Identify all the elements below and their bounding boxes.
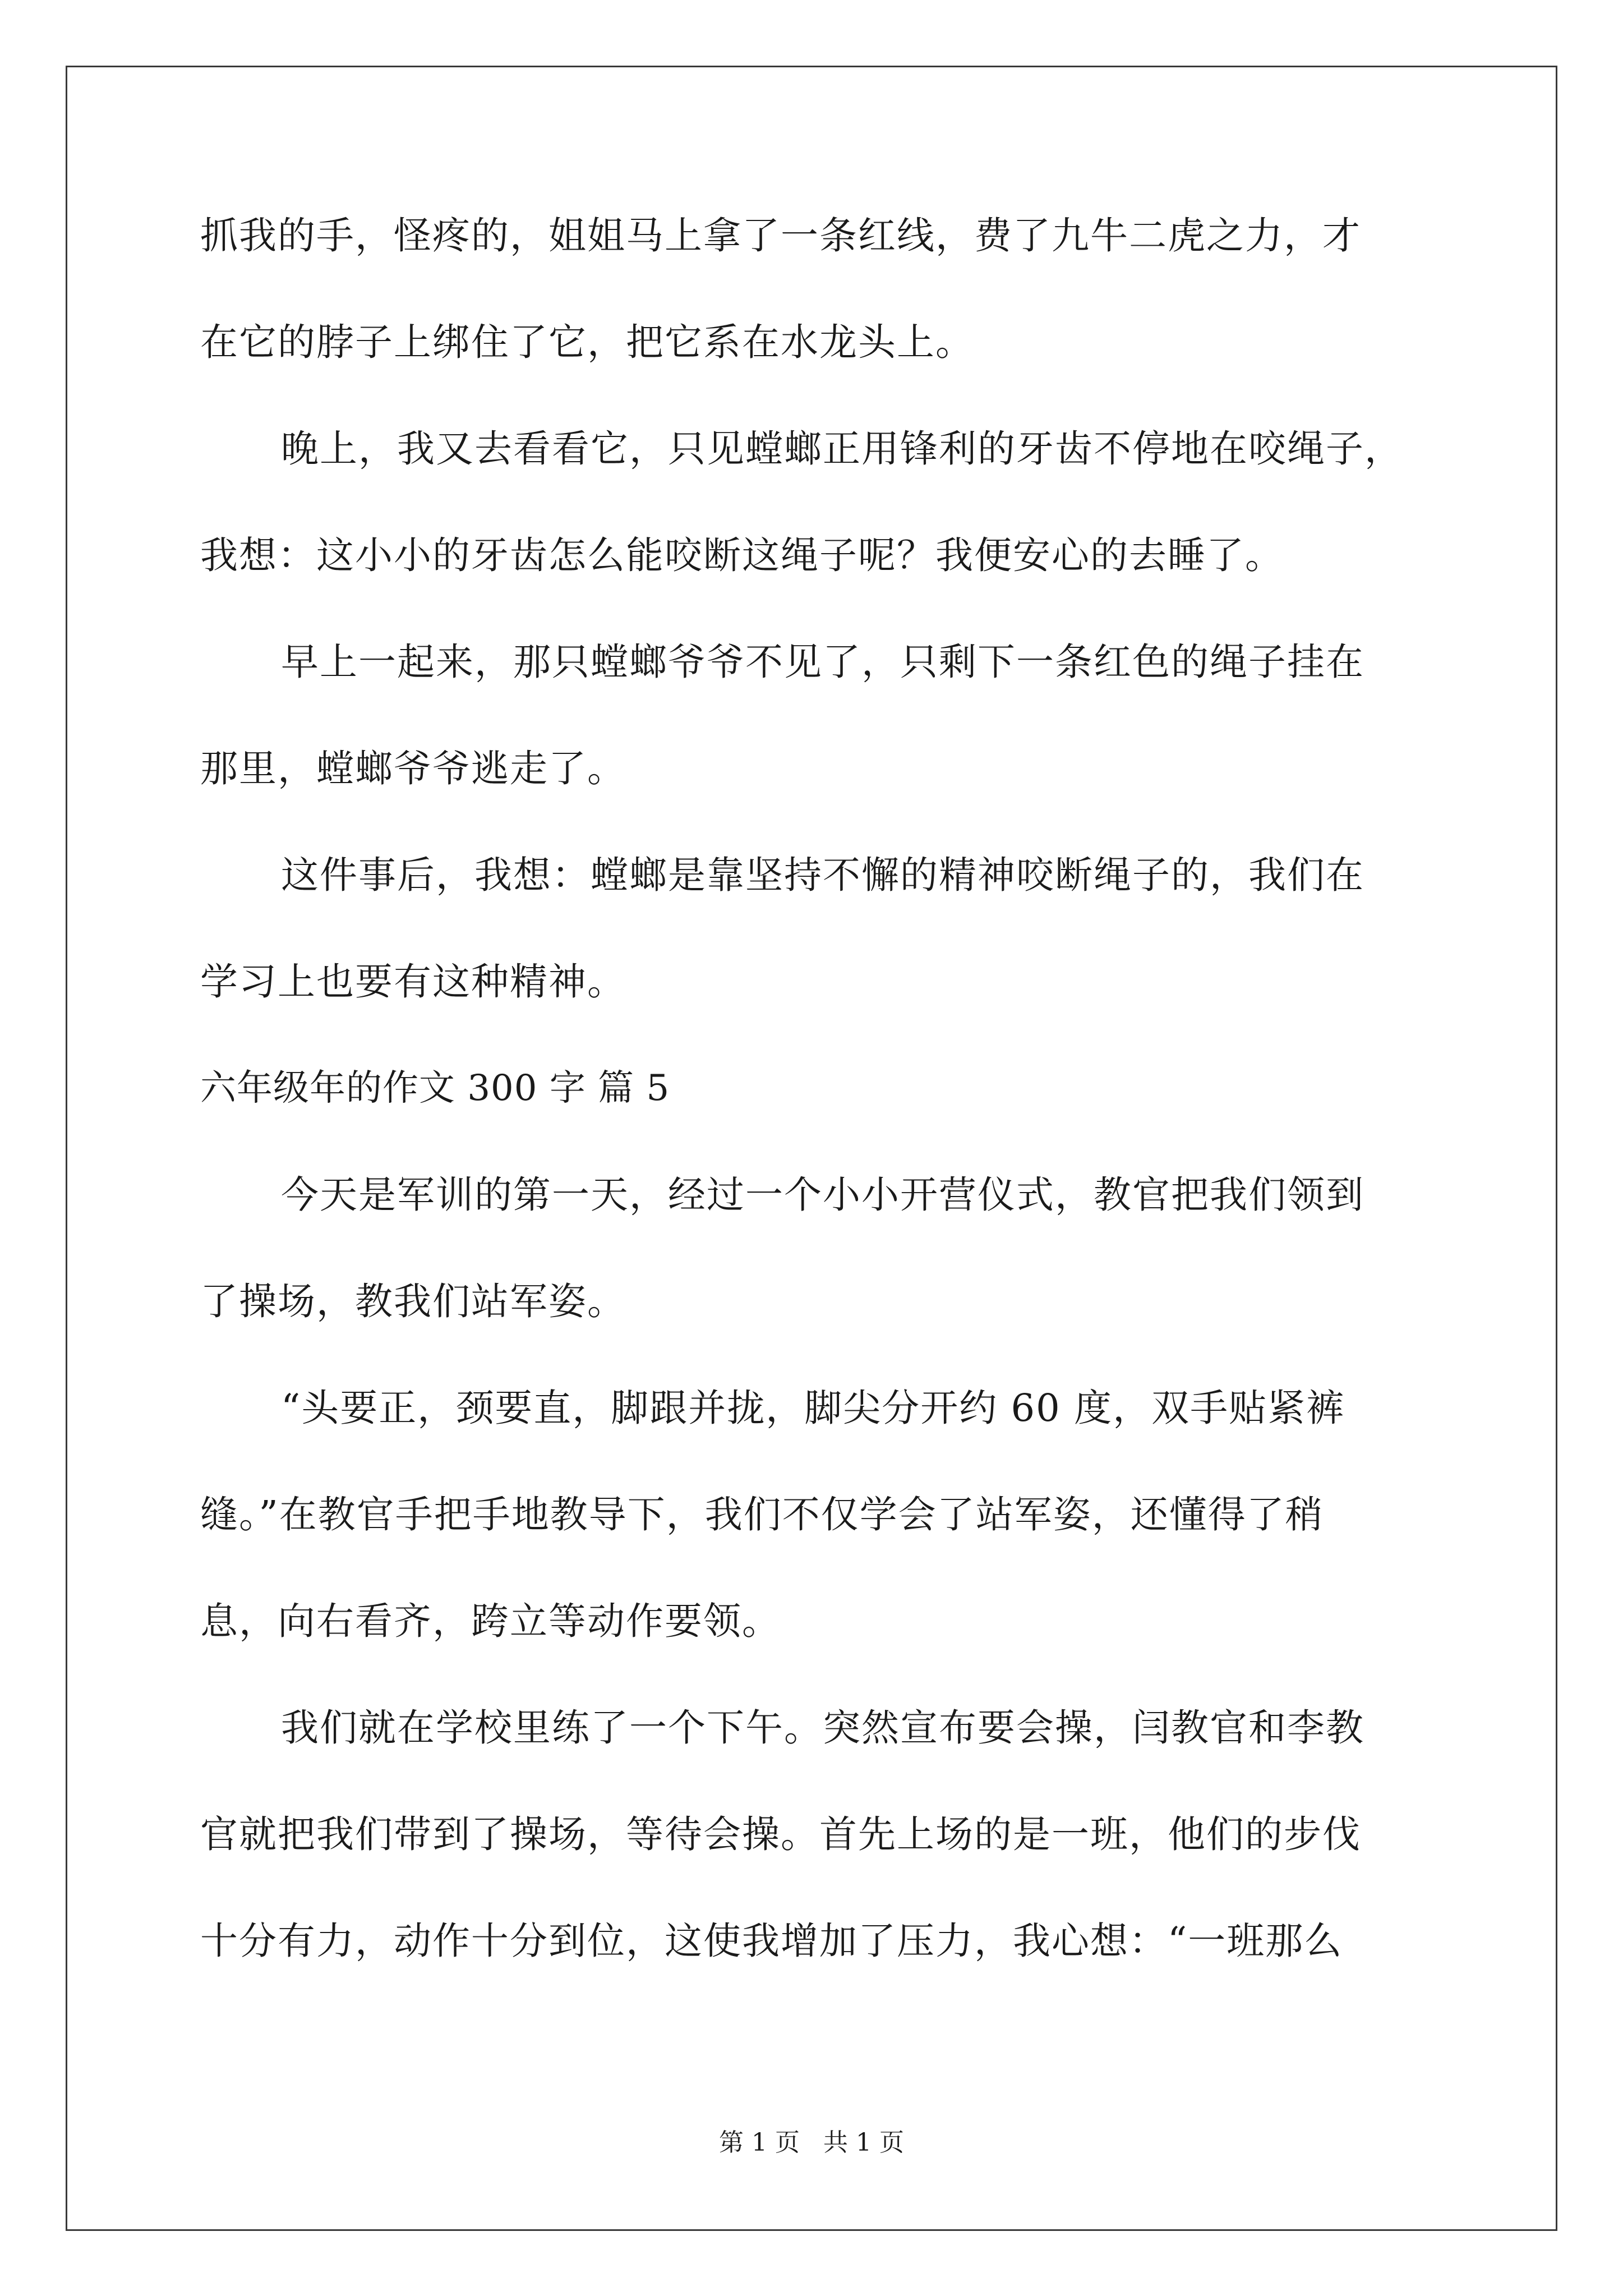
text-line: 十分有力，动作十分到位，这使我增加了压力，我心想：“一班那么 — [200, 1919, 1343, 1963]
text-line: 了操场，教我们站军姿。 — [200, 1280, 626, 1323]
text-line: 这件事后，我想：螳螂是靠坚持不懈的精神咬断绳子的，我们在 — [281, 853, 1364, 897]
page-border — [66, 66, 1557, 2231]
text-line: 早上一起来，那只螳螂爷爷不见了，只剩下一条红色的绳子挂在 — [281, 640, 1364, 684]
text-line: 在它的脖子上绑住了它，把它系在水龙头上。 — [200, 320, 974, 364]
text-line: 官就把我们带到了操场，等待会操。首先上场的是一班，他们的步伐 — [200, 1812, 1361, 1856]
text-line: 缝。”在教官手把手地教导下，我们不仅学会了站军姿，还懂得了稍 — [200, 1493, 1324, 1536]
section-heading: 六年级年的作文 300 字 篇 5 — [200, 1068, 670, 1109]
text-line: “头要正，颈要直，脚跟并拢，脚尖分开约 60 度，双手贴紧裤 — [281, 1386, 1345, 1430]
text-line: 我们就在学校里练了一个下午。突然宣布要会操，闫教官和李教 — [281, 1706, 1364, 1750]
text-line: 息，向右看齐，跨立等动作要领。 — [200, 1599, 781, 1643]
text-line: 晚上，我又去看看它，只见螳螂正用锋利的牙齿不停地在咬绳子， — [281, 427, 1403, 471]
text-line: 我想：这小小的牙齿怎么能咬断这绳子呢？我便安心的去睡了。 — [200, 533, 1284, 577]
page-number-footer: 第 1 页 共 1 页 — [719, 2128, 904, 2157]
text-line: 学习上也要有这种精神。 — [200, 960, 626, 1004]
text-line: 抓我的手，怪疼的，姐姐马上拿了一条红线，费了九牛二虎之力，才 — [200, 214, 1361, 257]
text-line: 那里，螳螂爷爷逃走了。 — [200, 747, 626, 790]
text-line: 今天是军训的第一天，经过一个小小开营仪式，教官把我们领到 — [281, 1173, 1364, 1217]
